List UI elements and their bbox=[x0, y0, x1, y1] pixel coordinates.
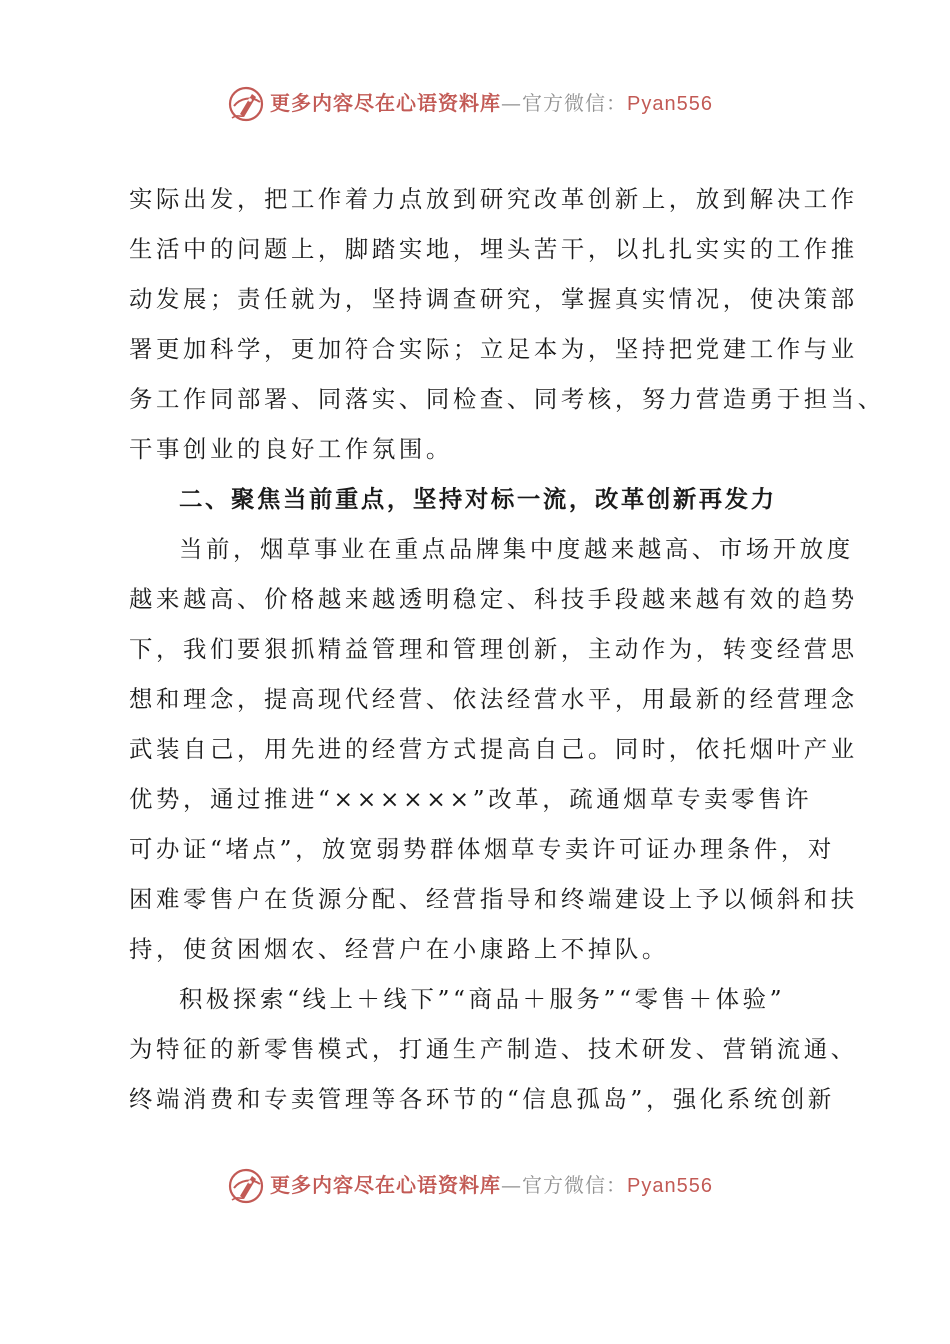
text-line: 积极探索“线上＋线下”“商品＋服务”“零售＋体验” bbox=[179, 985, 786, 1013]
text-line: 武装自己，用先进的经营方式提高自己。同时，依托烟叶产业 bbox=[129, 735, 858, 763]
pen-nib-icon bbox=[226, 84, 266, 124]
text-line: 下，我们要狠抓精益管理和管理创新，主动作为，转变经营思 bbox=[129, 635, 858, 663]
text-line: 务工作同部署、同落实、同检查、同考核，努力营造勇于担当、 bbox=[129, 385, 885, 413]
watermark-wechat-id: Pyan556 bbox=[627, 1175, 713, 1197]
text-line: 当前，烟草事业在重点品牌集中度越来越高、市场开放度 bbox=[179, 535, 854, 563]
document-body bbox=[129, 174, 885, 1124]
watermark-site: 更多内容尽在心语资料库 bbox=[270, 91, 501, 115]
text-line: 优势，通过推进“××××××”改革，疏通烟草专卖零售许 bbox=[129, 785, 813, 813]
watermark-wechat-label: 官方微信： bbox=[522, 1173, 627, 1197]
watermark-wechat-label: 官方微信： bbox=[522, 91, 627, 115]
text-line: 想和理念，提高现代经营、依法经营水平，用最新的经营理念 bbox=[129, 685, 858, 713]
text-line: 干事创业的良好工作氛围。 bbox=[129, 435, 453, 463]
watermark-dash: — bbox=[501, 91, 522, 115]
watermark-banner-top bbox=[0, 78, 950, 128]
text-line: 生活中的问题上，脚踏实地，埋头苦干，以扎扎实实的工作推 bbox=[129, 235, 858, 263]
watermark-banner-bottom bbox=[0, 1160, 950, 1210]
pen-nib-icon bbox=[226, 1166, 266, 1206]
watermark-wechat-id: Pyan556 bbox=[627, 93, 713, 115]
watermark-text bbox=[270, 1170, 713, 1201]
watermark-site: 更多内容尽在心语资料库 bbox=[270, 1173, 501, 1197]
text-line: 为特征的新零售模式，打通生产制造、技术研发、营销流通、 bbox=[129, 1035, 858, 1063]
text-line: 动发展；责任就为，坚持调查研究，掌握真实情况，使决策部 bbox=[129, 285, 858, 313]
watermark-text bbox=[270, 88, 713, 119]
text-line: 署更加科学，更加符合实际；立足本为，坚持把党建工作与业 bbox=[129, 335, 858, 363]
text-line: 终端消费和专卖管理等各环节的“信息孤岛”，强化系统创新 bbox=[129, 1085, 835, 1113]
section-heading: 二、聚焦当前重点，坚持对标一流，改革创新再发力 bbox=[179, 485, 777, 513]
text-line: 实际出发，把工作着力点放到研究改革创新上，放到解决工作 bbox=[129, 185, 858, 213]
watermark-dash: — bbox=[501, 1173, 522, 1197]
text-line: 可办证“堵点”，放宽弱势群体烟草专卖许可证办理条件，对 bbox=[129, 835, 835, 863]
text-line: 困难零售户在货源分配、经营指导和终端建设上予以倾斜和扶 bbox=[129, 885, 858, 913]
text-line: 越来越高、价格越来越透明稳定、科技手段越来越有效的趋势 bbox=[129, 585, 858, 613]
text-line: 持，使贫困烟农、经营户在小康路上不掉队。 bbox=[129, 935, 669, 963]
